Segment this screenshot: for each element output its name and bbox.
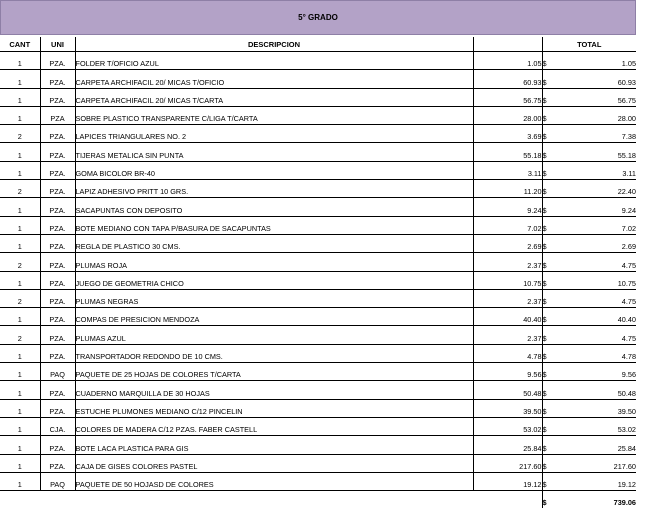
table-row (0, 417, 636, 435)
table-row (0, 326, 636, 344)
currency-symbol: $ (543, 261, 547, 270)
cell-uni: PZA. (40, 234, 75, 252)
total-amount: 2.69 (622, 242, 636, 251)
currency-symbol: $ (543, 462, 547, 471)
cell-price: 2.37 (473, 253, 542, 271)
cell-cant: 1 (0, 70, 40, 88)
cell-cant: 1 (0, 454, 40, 472)
table-row (0, 381, 636, 399)
currency-symbol: $ (543, 96, 547, 105)
currency-symbol: $ (543, 334, 547, 343)
currency-symbol: $ (543, 187, 547, 196)
cell-price: 39.50 (473, 399, 542, 417)
cell-description: COMPAS DE PRESICION MENDOZA (75, 308, 473, 326)
cell-description: CAJA DE GISES COLORES PASTEL (75, 454, 473, 472)
cell-uni: PZA. (40, 216, 75, 234)
cell-cant: 1 (0, 216, 40, 234)
currency-symbol: $ (543, 425, 547, 434)
table-row (0, 52, 636, 70)
cell-total (542, 399, 636, 417)
cell-description: PAQUETE DE 25 HOJAS DE COLORES T/CARTA (75, 363, 473, 381)
cell-total (542, 289, 636, 307)
cell-description: PAQUETE DE 50 HOJASD DE COLORES (75, 472, 473, 490)
cell-total (542, 143, 636, 161)
table-row (0, 271, 636, 289)
cell-description: TIJERAS METALICA SIN PUNTA (75, 143, 473, 161)
cell-price: 11.20 (473, 180, 542, 198)
cell-cant: 2 (0, 326, 40, 344)
cell-cant: 2 (0, 253, 40, 271)
table-body (0, 52, 636, 508)
cell-uni: PZA. (40, 344, 75, 362)
header-total: TOTAL (542, 37, 636, 52)
cell-description: BOTE LACA PLASTICA PARA GIS (75, 436, 473, 454)
cell-total (542, 125, 636, 143)
header-descripcion: DESCRIPCION (75, 37, 473, 52)
header-precio (473, 37, 542, 52)
currency-symbol: $ (543, 389, 547, 398)
cell-total (542, 106, 636, 124)
cell-description: ESTUCHE PLUMONES MEDIANO C/12 PINCELIN (75, 399, 473, 417)
cell-description: FOLDER T/OFICIO AZUL (75, 52, 473, 70)
cell-total (542, 363, 636, 381)
table-row (0, 143, 636, 161)
cell-price: 40.40 (473, 308, 542, 326)
cell-uni: PZA (40, 106, 75, 124)
total-amount: 7.38 (622, 132, 636, 141)
cell-uni: PZA. (40, 161, 75, 179)
total-amount: 1.05 (622, 59, 636, 68)
table-row (0, 436, 636, 454)
currency-symbol: $ (543, 169, 547, 178)
cell-price: 10.75 (473, 271, 542, 289)
cell-price: 55.18 (473, 143, 542, 161)
cell-cant: 1 (0, 363, 40, 381)
cell-uni: PAQ (40, 363, 75, 381)
cell-cant: 2 (0, 180, 40, 198)
cell-description: CARPETA ARCHIFACIL 20/ MICAS T/CARTA (75, 88, 473, 106)
cell-total (542, 454, 636, 472)
cell-uni: PZA. (40, 125, 75, 143)
table-row (0, 125, 636, 143)
cell-uni: PZA. (40, 271, 75, 289)
cell-cant: 1 (0, 234, 40, 252)
cell-cant: 1 (0, 198, 40, 216)
cell-cant: 1 (0, 308, 40, 326)
total-amount: 19.12 (618, 480, 636, 489)
cell-uni: PZA. (40, 326, 75, 344)
cell-total (542, 234, 636, 252)
grand-total-row (0, 491, 636, 508)
cell-total (542, 308, 636, 326)
cell-total (542, 253, 636, 271)
total-amount: 55.18 (618, 151, 636, 160)
table-row (0, 106, 636, 124)
total-amount: 60.93 (618, 78, 636, 87)
cell-uni: PZA. (40, 289, 75, 307)
cell-description: LAPIZ ADHESIVO PRITT 10 GRS. (75, 180, 473, 198)
cell-uni: PZA. (40, 180, 75, 198)
cell-uni: PZA. (40, 52, 75, 70)
total-amount: 217.60 (614, 462, 636, 471)
cell-total (542, 381, 636, 399)
cell-description: SACAPUNTAS CON DEPOSITO (75, 198, 473, 216)
table-row (0, 216, 636, 234)
total-amount: 7.02 (622, 224, 636, 233)
cell-description: REGLA DE PLASTICO 30 CMS. (75, 234, 473, 252)
currency-symbol: $ (543, 352, 547, 361)
cell-description: CARPETA ARCHIFACIL 20/ MICAS T/OFICIO (75, 70, 473, 88)
total-amount: 4.75 (622, 297, 636, 306)
cell-total (542, 161, 636, 179)
grand-total-amount: 739.06 (614, 498, 636, 507)
total-amount: 10.75 (618, 279, 636, 288)
table-row (0, 289, 636, 307)
cell-cant: 1 (0, 271, 40, 289)
cell-price: 2.37 (473, 289, 542, 307)
cell-uni: PZA. (40, 88, 75, 106)
cell-price: 9.24 (473, 198, 542, 216)
cell-total (542, 216, 636, 234)
table-row (0, 161, 636, 179)
total-amount: 4.75 (622, 334, 636, 343)
header-uni: UNI (40, 37, 75, 52)
cell-cant: 1 (0, 417, 40, 435)
currency-symbol: $ (543, 279, 547, 288)
currency-symbol: $ (543, 480, 547, 489)
table-row (0, 399, 636, 417)
currency-symbol: $ (543, 297, 547, 306)
table-row (0, 454, 636, 472)
cell-description: JUEGO DE GEOMETRIA CHICO (75, 271, 473, 289)
header-row (0, 37, 636, 52)
cell-price: 50.48 (473, 381, 542, 399)
empty-cell (75, 491, 473, 508)
total-amount: 9.24 (622, 206, 636, 215)
total-amount: 40.40 (618, 315, 636, 324)
empty-cell (473, 491, 542, 508)
cell-total (542, 180, 636, 198)
currency-symbol: $ (543, 444, 547, 453)
cell-price: 56.75 (473, 88, 542, 106)
cell-cant: 1 (0, 161, 40, 179)
cell-price: 28.00 (473, 106, 542, 124)
grade-title: 5° GRADO (298, 13, 338, 22)
cell-cant: 1 (0, 106, 40, 124)
cell-total (542, 344, 636, 362)
cell-cant: 2 (0, 289, 40, 307)
cell-description: LAPICES TRIANGULARES NO. 2 (75, 125, 473, 143)
cell-cant: 1 (0, 436, 40, 454)
currency-symbol: $ (543, 315, 547, 324)
cell-cant: 2 (0, 125, 40, 143)
total-amount: 4.78 (622, 352, 636, 361)
supply-list-table (0, 37, 636, 508)
currency-symbol: $ (543, 206, 547, 215)
cell-description: PLUMAS ROJA (75, 253, 473, 271)
cell-uni: PZA. (40, 436, 75, 454)
table-row (0, 344, 636, 362)
cell-uni: PZA. (40, 198, 75, 216)
cell-total (542, 271, 636, 289)
cell-description: COLORES DE MADERA C/12 PZAS. FABER CASTELL (75, 417, 473, 435)
cell-total (542, 88, 636, 106)
cell-cant: 1 (0, 344, 40, 362)
cell-description: PLUMAS AZUL (75, 326, 473, 344)
currency-symbol: $ (543, 370, 547, 379)
cell-cant: 1 (0, 472, 40, 490)
currency-symbol: $ (543, 132, 547, 141)
cell-total (542, 436, 636, 454)
cell-description: GOMA BICOLOR BR-40 (75, 161, 473, 179)
cell-uni: PAQ (40, 472, 75, 490)
empty-cell (0, 491, 40, 508)
cell-description: CUADERNO MARQUILLA DE 30 HOJAS (75, 381, 473, 399)
cell-uni: PZA. (40, 399, 75, 417)
cell-uni: PZA. (40, 454, 75, 472)
table-row (0, 88, 636, 106)
cell-cant: 1 (0, 381, 40, 399)
total-amount: 28.00 (618, 114, 636, 123)
cell-description: TRANSPORTADOR REDONDO DE 10 CMS. (75, 344, 473, 362)
total-amount: 22.40 (618, 187, 636, 196)
cell-uni: PZA. (40, 143, 75, 161)
cell-description: SOBRE PLASTICO TRANSPARENTE C/LIGA T/CARTA (75, 106, 473, 124)
cell-uni: PZA. (40, 308, 75, 326)
table-row (0, 363, 636, 381)
cell-price: 19.12 (473, 472, 542, 490)
cell-cant: 1 (0, 143, 40, 161)
cell-cant: 1 (0, 88, 40, 106)
cell-price: 53.02 (473, 417, 542, 435)
cell-price: 3.11 (473, 161, 542, 179)
cell-total (542, 198, 636, 216)
table-row (0, 70, 636, 88)
total-amount: 56.75 (618, 96, 636, 105)
total-amount: 9.56 (622, 370, 636, 379)
currency-symbol: $ (543, 151, 547, 160)
cell-total (542, 417, 636, 435)
currency-symbol: $ (543, 59, 547, 68)
table-row (0, 253, 636, 271)
total-amount: 53.02 (618, 425, 636, 434)
cell-price: 2.37 (473, 326, 542, 344)
cell-cant: 1 (0, 399, 40, 417)
cell-total (542, 326, 636, 344)
cell-price: 60.93 (473, 70, 542, 88)
cell-price: 3.69 (473, 125, 542, 143)
table-row (0, 198, 636, 216)
cell-price: 9.56 (473, 363, 542, 381)
cell-uni: PZA. (40, 381, 75, 399)
cell-price: 2.69 (473, 234, 542, 252)
currency-symbol: $ (543, 407, 547, 416)
cell-total (542, 70, 636, 88)
total-amount: 50.48 (618, 389, 636, 398)
cell-description: BOTE MEDIANO CON TAPA P/BASURA DE SACAPUNTAS (75, 216, 473, 234)
total-amount: 25.84 (618, 444, 636, 453)
table-row (0, 234, 636, 252)
cell-price: 217.60 (473, 454, 542, 472)
cell-description: PLUMAS NEGRAS (75, 289, 473, 307)
cell-price: 4.78 (473, 344, 542, 362)
cell-price: 1.05 (473, 52, 542, 70)
header-cant: CANT (0, 37, 40, 52)
cell-uni: PZA. (40, 70, 75, 88)
cell-price: 25.84 (473, 436, 542, 454)
cell-uni: PZA. (40, 253, 75, 271)
currency-symbol: $ (543, 78, 547, 87)
cell-uni: CJA. (40, 417, 75, 435)
grand-total-cell (542, 491, 636, 508)
table-row (0, 308, 636, 326)
grand-total-currency: $ (543, 498, 547, 507)
total-amount: 4.75 (622, 261, 636, 270)
cell-cant: 1 (0, 52, 40, 70)
currency-symbol: $ (543, 224, 547, 233)
currency-symbol: $ (543, 242, 547, 251)
cell-total (542, 52, 636, 70)
grade-title-banner (0, 0, 636, 35)
cell-price: 7.02 (473, 216, 542, 234)
total-amount: 3.11 (622, 169, 636, 178)
total-amount: 39.50 (618, 407, 636, 416)
empty-cell (40, 491, 75, 508)
currency-symbol: $ (543, 114, 547, 123)
table-row (0, 180, 636, 198)
